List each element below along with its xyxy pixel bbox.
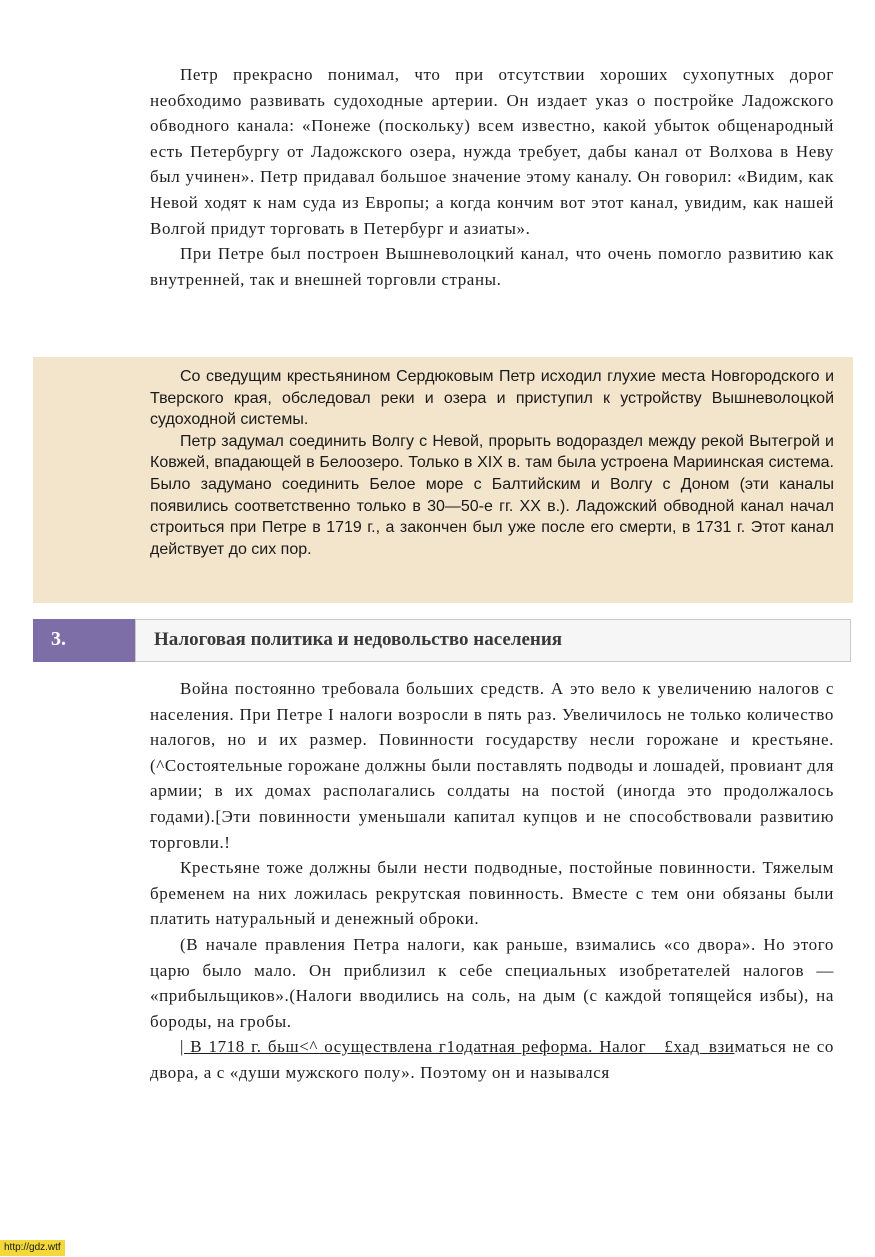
section-title-bar (135, 619, 851, 662)
lower-text (150, 676, 834, 1086)
info-box-paragraph: Петр задумал соединить Волгу с Невой, прорыть водораздел между рекой Вытегрой и Ковжей, впадающей в Белоозеро. Только в XIX в. там была устроена Мариинская система. Было задумано соединить Белое море с Балтийским и Волгу с Доном (эти каналы появились соответственно только в 30—50-е гг. XX в.). Ладожский обводной канал начал строиться при Петре в 1719 г., а закончен был уже после его смерти, в 1731 г. Этот канал действует до сих пор. (150, 432, 834, 558)
underlined-text: | В 1718 г. бьш<^ осуществлена г1одатная реформа. Налог__£хад_взи (180, 1037, 735, 1057)
paragraph: (В начале правления Петра налоги, как раньше, взимались «со двора». Но этого царю было мало. Он приблизил к себе специальных изобретателей налогов — «прибыльщиков».(Налоги вводились на соль, на дым (с каждой топящейся избы), на бороды, на гробы. (150, 934, 834, 1031)
section-header (33, 619, 851, 662)
watermark-link[interactable]: http://gdz.wtf (0, 1240, 65, 1256)
info-box-paragraph: Со сведущим крестьянином Сердюковым Петр исходил глухие места Новгородского и Тверского края, обследовал реки и озера и приступил к устройству Вышневолоцкой судоходной системы. (150, 368, 834, 429)
paragraph (150, 1034, 834, 1085)
paragraph-continuation: маться не со двора, а с «души мужского полу». Поэтому он и назывался (150, 1037, 834, 1082)
paragraph: Крестьяне тоже должны были нести подводные, постойные повинности. Тяжелым бременем на них ложилась рекрутская повинность. Вместе с тем они обязаны были платить натуральный и денежный оброки. (150, 858, 834, 929)
section-number: 3. (33, 619, 135, 662)
paragraph: Петр прекрасно понимал, что при отсутствии хороших сухопутных дорог необходимо развивать судоходные артерии. Он издает указ о постройке Ладожского обводного канала: «Понеже (поскольку) всем известно, какой убыток общенародный есть Петербургу от Ладожского озера, нужда требует, дабы канал от Волхова в Неву был учинен». Петр придавал большое значение этому каналу. Он говорил: «Видим, как Невой ходят к нам суда из Европы; а когда кончим вот этот канал, увидим, как нашей Волгой придут торговать в Петербург и азиаты». (150, 65, 834, 238)
section-title: Налоговая политика и недовольство населения (154, 629, 563, 650)
paragraph: Война постоянно требовала больших средств. А это вело к увеличению налогов с населения. При Петре I налоги возросли в пять раз. Увеличилось не только количество налогов, но и их размер. Повинности государству несли горожане и крестьяне. (^Состоятельные горожане должны были поставлять подводы и лошадей, провиант для армии; в их домах располагались солдаты на постой (иногда это продолжалось годами).[Эти повинности уменьшали капитал купцов и не способствовали развитию торговли.! (150, 679, 834, 852)
upper-text (150, 62, 834, 292)
paragraph: При Петре был построен Вышневолоцкий канал, что очень помогло развитию как внутренней, так и внешней торговли страны. (150, 244, 834, 289)
info-box-text (150, 366, 834, 560)
